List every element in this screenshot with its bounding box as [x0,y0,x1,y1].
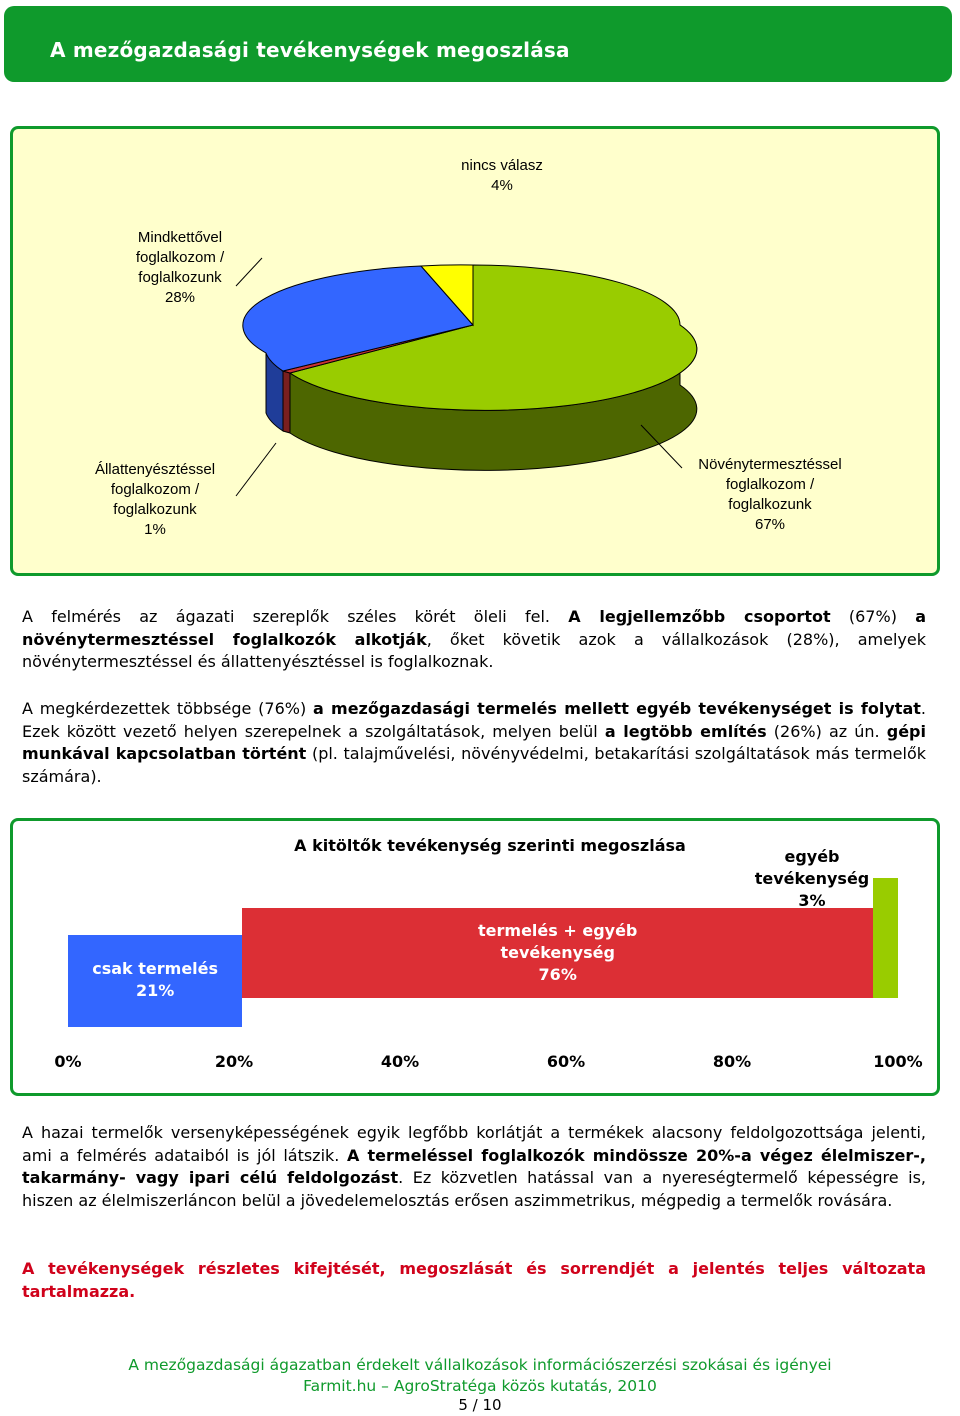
axis-tick-0: 0% [54,1052,82,1071]
paragraph-1: A felmérés az ágazati szereplők széles körét öleli fel. A legjellemzőbb csoportot (67%) a növénytermesztéssel foglalkozók alkotják, őket követik azok a vállalkozások (28%), amelyek növénytermesztéssel és állattenyésztéssel is foglalkoznak. [22,607,927,671]
paragraph-4: A tevékenységek részletes kifejtését, megoszlását és sorrendjét a jelentés teljes változata tartalmazza. [22,1259,926,1301]
pie-label-nincs-valasz: nincs válasz 4% [461,157,543,194]
paragraph-2: A megkérdezettek többsége (76%) a mezőgazdasági termelés mellett egyéb tevékenységet is folytat. Ezek között vezető helyen szerepelnek a szolgáltatások, melyen belül a legtöbb említés (26%) az ún. gépi munkával kapcsolatban történt (pl. talajművelési, növényvédelmi, betakarítási szolgáltatások más termelők számára). [22,699,927,786]
leader-line-allattenyesztes [236,443,276,496]
axis-tick-40: 40% [380,1052,420,1071]
bar-label-1: csak termelés 21% [92,959,219,1000]
footer-line-1: A mezőgazdasági ágazatban érdekelt vállalkozások információszerzési szokásai és igényei [128,1356,832,1374]
axis-tick-100: 100% [873,1052,923,1071]
page-title: A mezőgazdasági tevékenységek megoszlása [50,38,570,62]
paragraph-3: A hazai termelők versenyképességének egyik legfőbb korlátját a termékek alacsony feldolgozottsága jelenti, ami a felmérés adataiból is jól látszik. A termeléssel foglalkozók mindössze 20%-a végez élelmiszer-, takarmány- vagy ipari célú feldolgozást. Ez közvetlen hatással van a nyereségtermelő képességre is, hiszen az élelmiszerláncon belül a jövedelemelosztás erősen aszimmetrikus, mégpedig a termelők rovására. [22,1123,927,1210]
pie-side-red [283,371,290,433]
bar-chart-title: A kitöltők tevékenység szerinti megoszlása [294,836,686,855]
footer-line-2: Farmit.hu – AgroStratéga közös kutatás, 2010 [303,1377,657,1395]
pie-label-novenytermesztes: Növénytermesztéssel foglalkozom / foglalkozunk 67% [698,456,842,533]
bar-label-3: egyéb tevékenység 3% [754,847,870,910]
axis-tick-60: 60% [546,1052,586,1071]
axis-tick-20: 20% [214,1052,254,1071]
pie-label-allattenyesztes: Állattenyésztéssel foglalkozom / foglalkozunk 1% [94,461,216,538]
page-number: 5 / 10 [458,1396,502,1414]
axis-tick-80: 80% [712,1052,752,1071]
pie-label-mindkettovel: Mindkettővel foglalkozom / foglalkozunk 28% [135,229,225,306]
bar-label-2: termelés + egyéb tevékenység 76% [478,921,638,984]
